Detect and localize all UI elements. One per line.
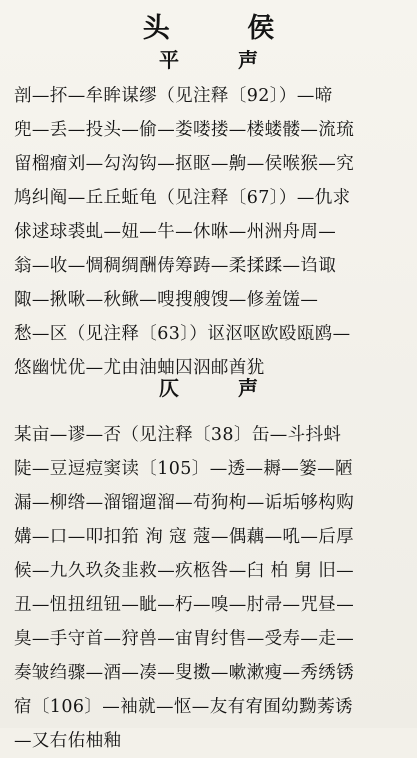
- text-line: 俅逑球裘虬—妞—牛—休咻—州洲舟周—: [14, 222, 337, 242]
- section-text-ping: [14, 79, 410, 385]
- text-line: 陬—揪啾—秋鳅—嗖搜艘馊—修羞馐—: [14, 290, 319, 310]
- text-line: 漏—柳绺—溜镏遛溜—苟狗枸—诟垢够构购: [14, 493, 355, 513]
- text-line: 臭—手守首—狩兽—宙胄纣售—受寿—走—: [14, 629, 355, 649]
- section-text-ze: [14, 418, 410, 758]
- text-line: 兜—丢—投头—偷—娄喽搂—楼蝼髅—流琉: [14, 120, 355, 140]
- text-line: 候—九久玖灸韭救—疚柩咎—臼 柏 舅 旧—: [14, 561, 355, 581]
- text-line: 悠幽忧优—尤由油蚰囚泅邮酋犹: [14, 358, 265, 378]
- text-line: 鸠纠阄—丘丘蚯龟（见注释〔67〕）—仇求: [14, 188, 351, 208]
- text-line: 某亩—谬—否（见注释〔38〕缶—斗抖蚪: [14, 425, 342, 445]
- text-line: 奏皱绉骤—酒—凑—叟擞—嗽漱瘦—秀绣锈: [14, 663, 355, 683]
- text-line: 留榴瘤刘—勾沟钩—抠眍—齁—侯喉猴—究: [14, 154, 355, 174]
- text-line: 翁—收—惆稠绸酬俦筹踌—柔揉蹂—诌诹: [14, 256, 337, 276]
- text-line: 媾—口—叩扣筘 洵 寇 蔻—偶藕—吼—后厚: [14, 527, 355, 547]
- page-title: 头 侯: [142, 13, 309, 44]
- text-line: 丑—忸扭纽钮—眦—朽—嗅—肘帚—咒昼—: [14, 595, 355, 615]
- text-line: 宿〔106〕—袖就—怄—友有宥囿幼黝莠诱: [14, 697, 353, 717]
- text-line: 陡—豆逗痘窦读〔105〕—透—耨—篓—陋: [14, 459, 353, 479]
- section-heading-ze: 仄 声: [159, 376, 284, 400]
- text-line: —又右佑柚釉: [14, 731, 122, 751]
- text-line: 剖—抔—牟眸谋缪（见注释〔92〕）—啼: [14, 86, 333, 106]
- text-line: 愁—区（见注释〔63〕）讴沤呕欧殴瓯鸥—: [14, 324, 351, 344]
- section-heading-ping: 平 声: [159, 48, 284, 72]
